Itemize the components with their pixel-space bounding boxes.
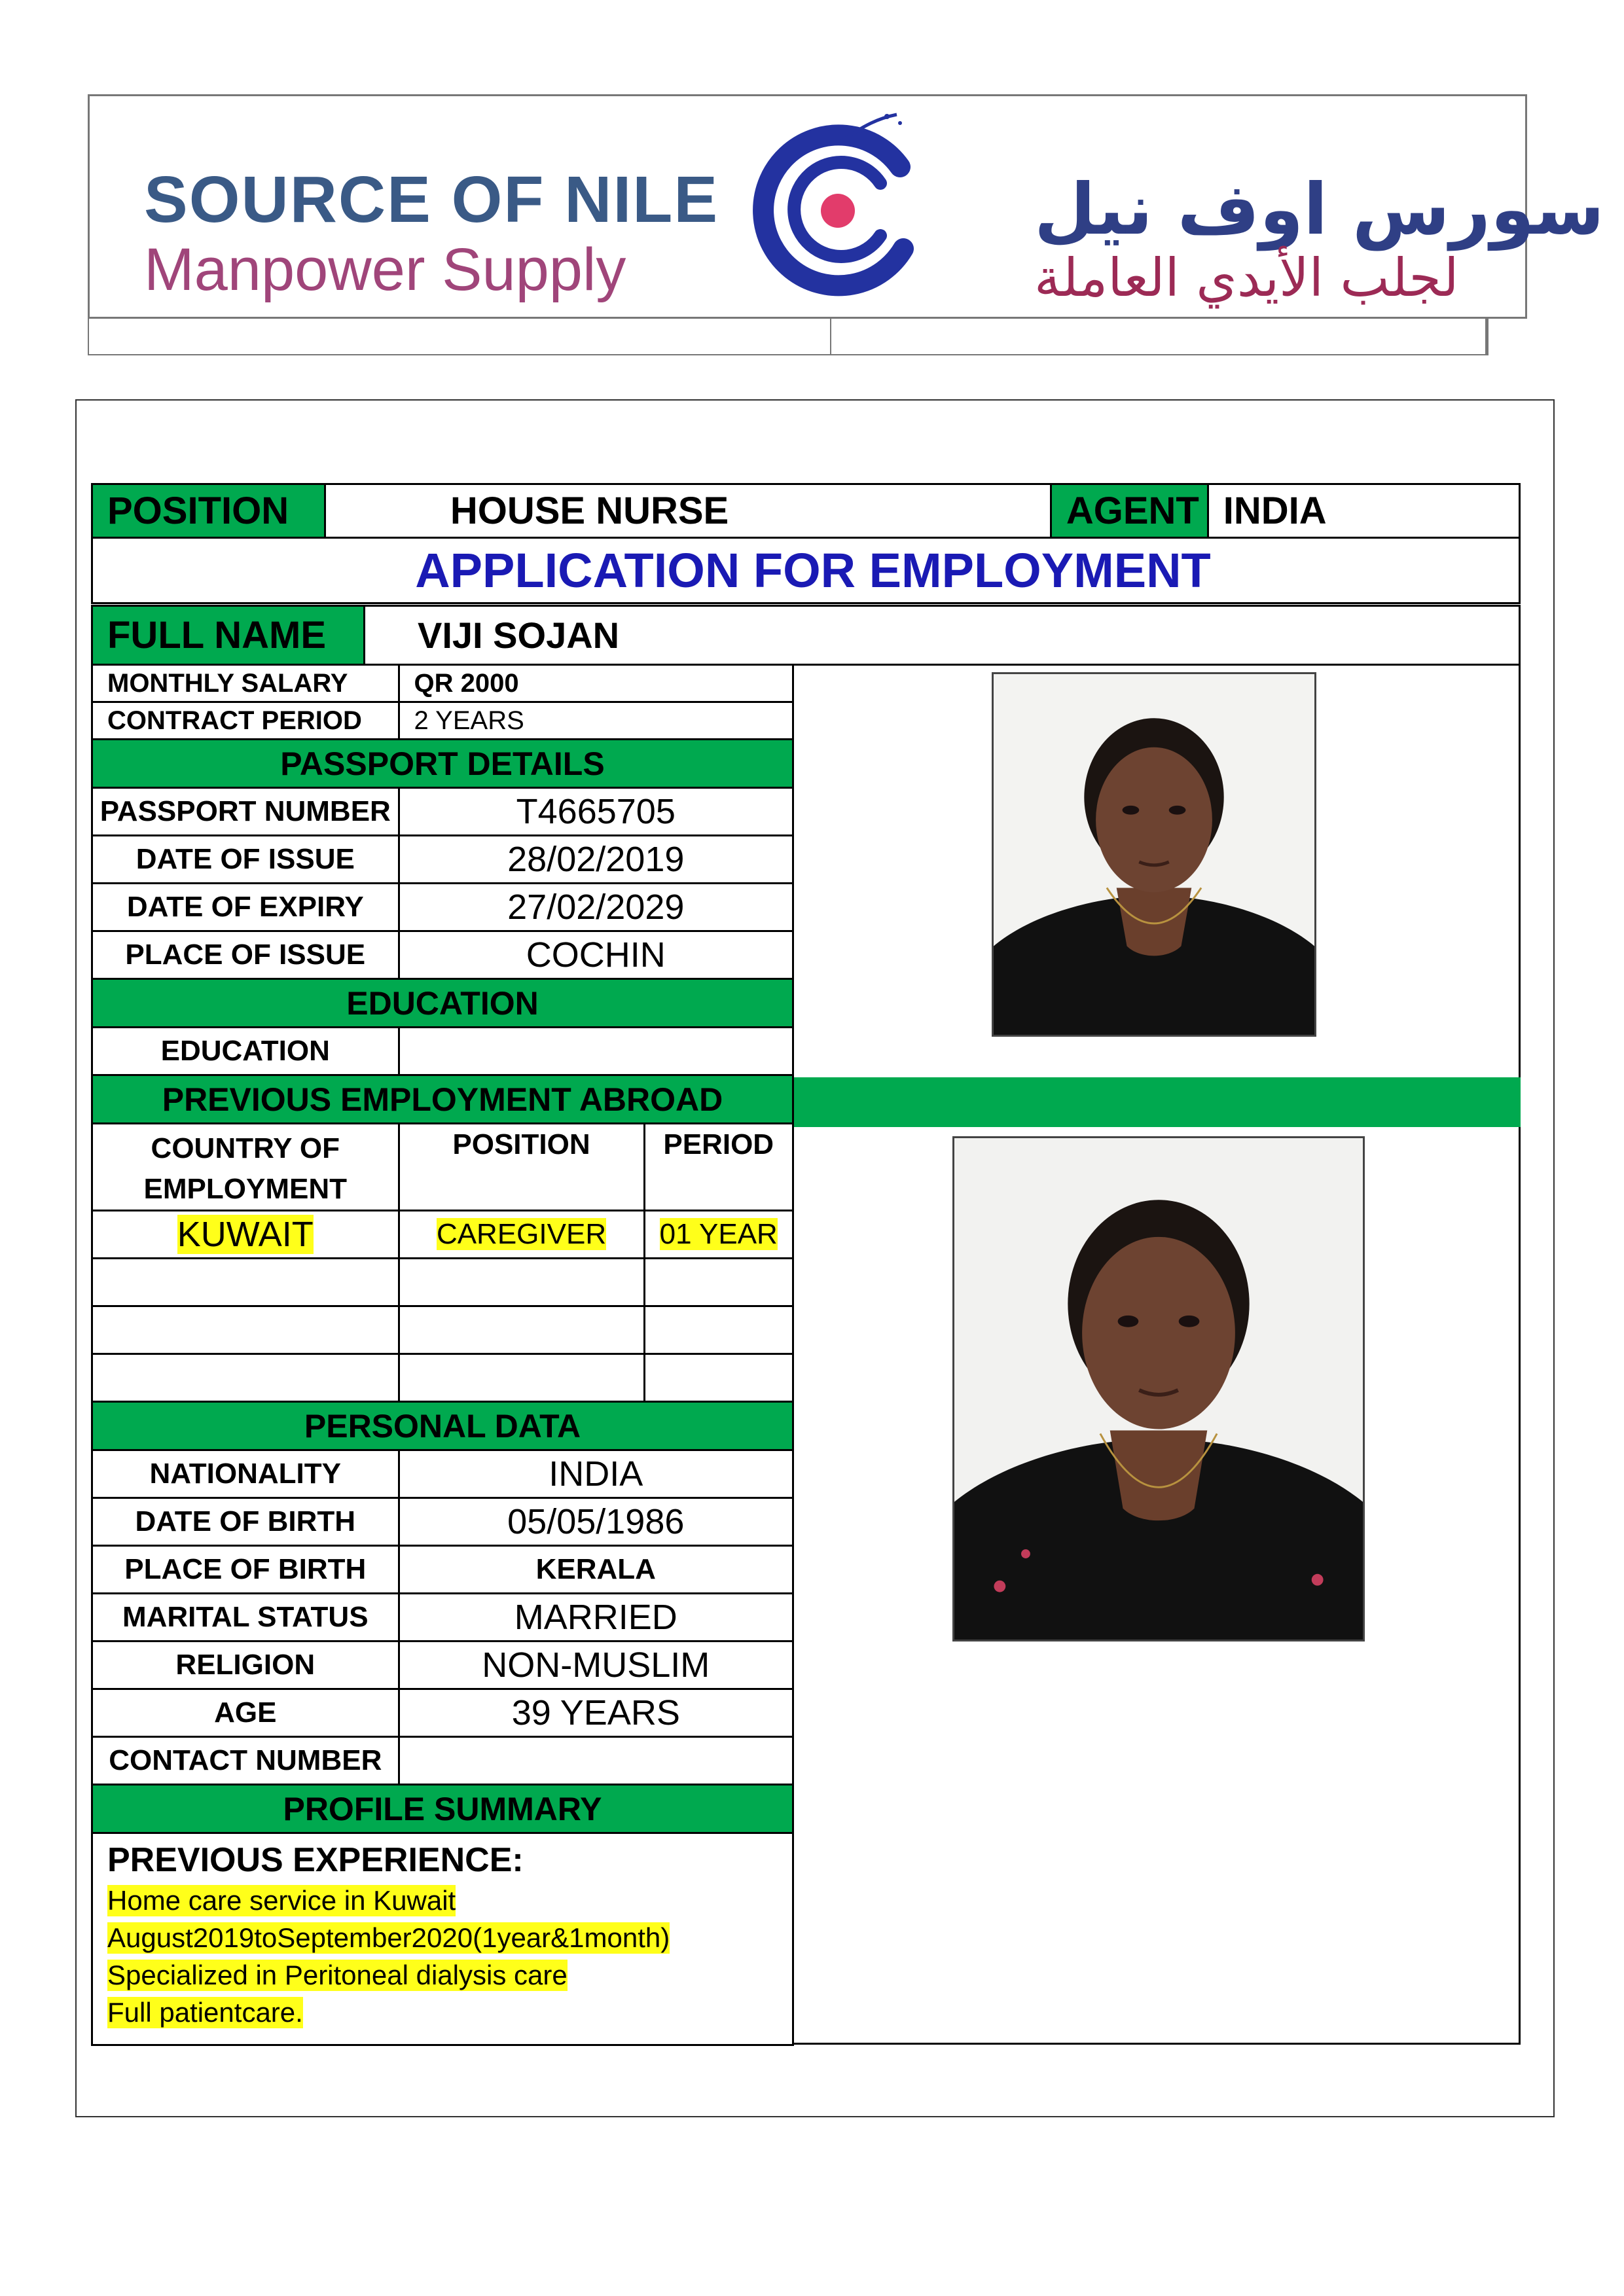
contract-period-value: 2 YEARS <box>399 702 793 740</box>
col-period-header: PERIOD <box>644 1124 793 1211</box>
details-table <box>91 664 794 2046</box>
company-logo-icon <box>740 105 936 301</box>
date-of-issue-value: 28/02/2019 <box>399 836 793 884</box>
contact-number-label: CONTACT NUMBER <box>92 1737 399 1785</box>
table-row <box>92 1211 793 1259</box>
full-name-table <box>91 605 1521 666</box>
brand-tagline-arabic: لجلب الأيدي العاملة <box>1034 247 1459 308</box>
summary-section-heading: PROFILE SUMMARY <box>92 1785 793 1833</box>
nationality-value: INDIA <box>399 1450 793 1498</box>
summary-subheading: PREVIOUS EXPERIENCE: <box>107 1841 524 1879</box>
summary-line: Home care service in Kuwait <box>107 1885 456 1916</box>
education-section-heading: EDUCATION <box>92 979 793 1028</box>
brand-tagline-english: Manpower Supply <box>144 236 626 303</box>
monthly-salary-value: QR 2000 <box>399 665 793 702</box>
marital-status-label: MARITAL STATUS <box>92 1594 399 1641</box>
employment-position: CAREGIVER <box>436 1218 607 1250</box>
brand-name-english: SOURCE OF NILE <box>144 163 719 236</box>
position-label: POSITION <box>92 484 325 538</box>
date-of-expiry-value: 27/02/2029 <box>399 884 793 931</box>
col-country-header: COUNTRY OF EMPLOYMENT <box>92 1124 399 1211</box>
applicant-photo <box>992 672 1316 1037</box>
summary-line: Full patientcare. <box>107 1997 303 2028</box>
monthly-salary-label: MONTHLY SALARY <box>92 665 399 702</box>
date-of-birth-label: DATE OF BIRTH <box>92 1498 399 1546</box>
personal-section-heading: PERSONAL DATA <box>92 1402 793 1450</box>
employment-country: KUWAIT <box>177 1215 314 1254</box>
contract-period-label: CONTRACT PERIOD <box>92 702 399 740</box>
place-of-birth-label: PLACE OF BIRTH <box>92 1546 399 1594</box>
table-row <box>92 1306 793 1354</box>
marital-status-value: MARRIED <box>399 1594 793 1641</box>
education-value <box>399 1028 793 1075</box>
contact-number-value <box>399 1737 793 1785</box>
brand-name-arabic: سورس اوف نيل <box>1034 169 1604 251</box>
header-underbar <box>88 317 1487 355</box>
nationality-label: NATIONALITY <box>92 1450 399 1498</box>
date-of-birth-value: 05/05/1986 <box>399 1498 793 1546</box>
employment-section-heading: PREVIOUS EMPLOYMENT ABROAD <box>92 1075 793 1124</box>
col-position-header: POSITION <box>399 1124 644 1211</box>
religion-label: RELIGION <box>92 1641 399 1689</box>
photo-column-band <box>792 1077 1521 1127</box>
full-name-value: VIJI SOJAN <box>365 606 1520 665</box>
employment-period: 01 YEAR <box>659 1218 778 1250</box>
age-label: AGE <box>92 1689 399 1737</box>
passport-number-value: T4665705 <box>399 788 793 836</box>
header-underbar-edge <box>1487 317 1489 355</box>
place-of-issue-label: PLACE OF ISSUE <box>92 931 399 979</box>
agent-label: AGENT <box>1051 484 1208 538</box>
form-title: APPLICATION FOR EMPLOYMENT <box>92 538 1520 603</box>
table-row <box>92 1259 793 1306</box>
passport-section-heading: PASSPORT DETAILS <box>92 740 793 788</box>
place-of-issue-value: COCHIN <box>399 931 793 979</box>
position-value: HOUSE NURSE <box>325 484 1051 538</box>
date-of-expiry-label: DATE OF EXPIRY <box>92 884 399 931</box>
date-of-issue-label: DATE OF ISSUE <box>92 836 399 884</box>
summary-cell <box>92 1833 793 2045</box>
summary-line: Specialized in Peritoneal dialysis care <box>107 1960 568 1990</box>
table-row <box>92 1354 793 1402</box>
applicant-photo <box>952 1136 1365 1641</box>
form-top-table <box>91 483 1521 604</box>
full-name-label: FULL NAME <box>92 606 365 665</box>
religion-value: NON-MUSLIM <box>399 1641 793 1689</box>
education-label: EDUCATION <box>92 1028 399 1075</box>
header-underbar-divider <box>830 317 831 355</box>
place-of-birth-value: KERALA <box>399 1546 793 1594</box>
agent-value: INDIA <box>1208 484 1519 538</box>
age-value: 39 YEARS <box>399 1689 793 1737</box>
passport-number-label: PASSPORT NUMBER <box>92 788 399 836</box>
summary-line: August2019toSeptember2020(1year&1month) <box>107 1922 670 1953</box>
